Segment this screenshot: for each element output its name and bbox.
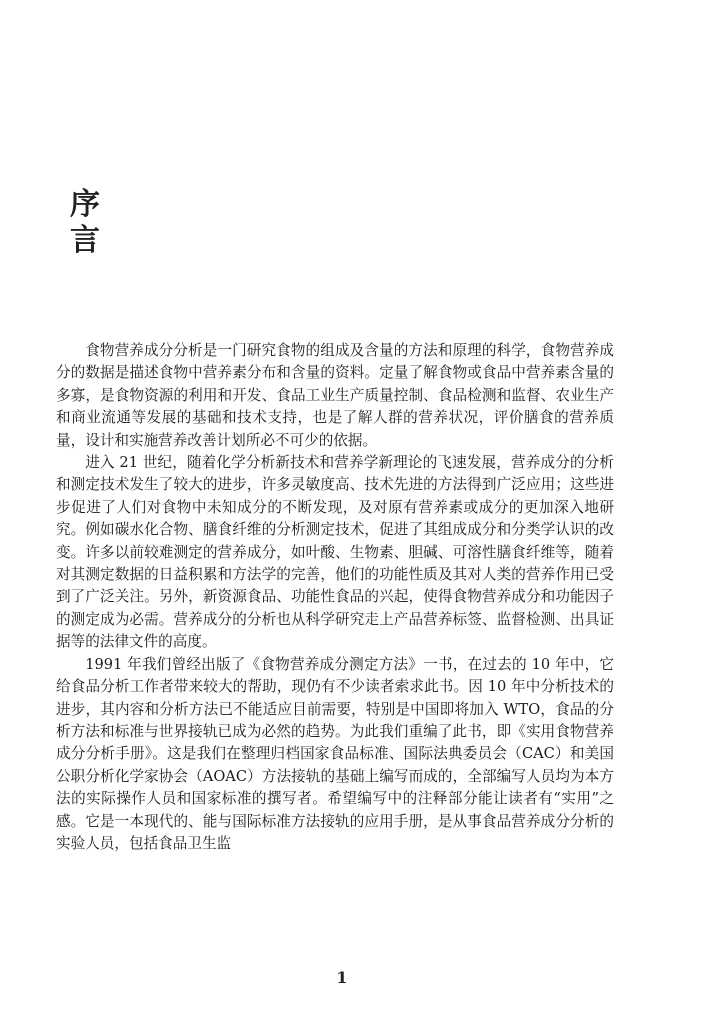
- heading-char-1: 序: [70, 187, 100, 222]
- heading-char-2: 言: [70, 223, 100, 258]
- paragraph-2: 进入 21 世纪，随着化学分析新技术和营养学新理论的飞速发展，营养成分的分析和测定技术发生了较大的进步，许多灵敏度高、技术先进的方法得到广泛应用；这些进步促进了人们对食物中未知成分的不断发现，及对原有营养素或成分的更加深入地研究。例如碳水化合物、膳食纤维的分析测定技术，促进了其组成成分和分类学认识的改变。许多以前较难测定的营养成分，如叶酸、生物素、胆碱、可溶性膳食纤维等，随着对其测定数据的日益积累和方法学的完善，他们的功能性质及其对人类的营养作用已受到了广泛关注。另外，新资源食品、功能性食品的兴起，使得食物营养成分和功能因子的测定成为必需。营养成分的分析也从科学研究走上产品营养标签、监督检测、出具证据等的法律文件的高度。: [56, 454, 614, 651]
- preface-body: [56, 340, 614, 855]
- page-number: 1: [336, 968, 348, 987]
- paragraph-3: 1991 年我们曾经出版了《食物营养成分测定方法》一书，在过去的 10 年中，它给食品分析工作者带来较大的帮助，现仍有不少读者索求此书。因 10 年中分析技术的进步，其内容和分析方法已不能适应目前需要，特别是中国即将加入 WTO，食品的分析方法和标准与世界接轨已成为必然的趋势。为此我们重编了此书，即《实用食物营养成分分析手册》。这是我们在整理归档国家食品标准、国际法典委员会（CAC）和美国公职分析化学家协会（AOAC）方法接轨的基础上编写而成的，全部编写人员均为本方法的实际操作人员和国家标准的撰写者。希望编写中的注释部分能让读者有“实用”之感。它是一本现代的、能与国际标准方法接轨的应用手册，是从事食品营养成分分析的实验人员，包括食品卫生监: [56, 655, 614, 852]
- paragraph-1: 食物营养成分分析是一门研究食物的组成及含量的方法和原理的科学，食物营养成分的数据是描述食物中营养素分布和含量的资料。定量了解食物或食品中营养素含量的多寡，是食物资源的利用和开发、食品工业生产质量控制、食品检测和监督、农业生产和商业流通等发展的基础和技术支持，也是了解人群的营养状况，评价膳食的营养质量，设计和实施营养改善计划所必不可少的依据。: [56, 342, 614, 449]
- preface-heading: [70, 188, 100, 258]
